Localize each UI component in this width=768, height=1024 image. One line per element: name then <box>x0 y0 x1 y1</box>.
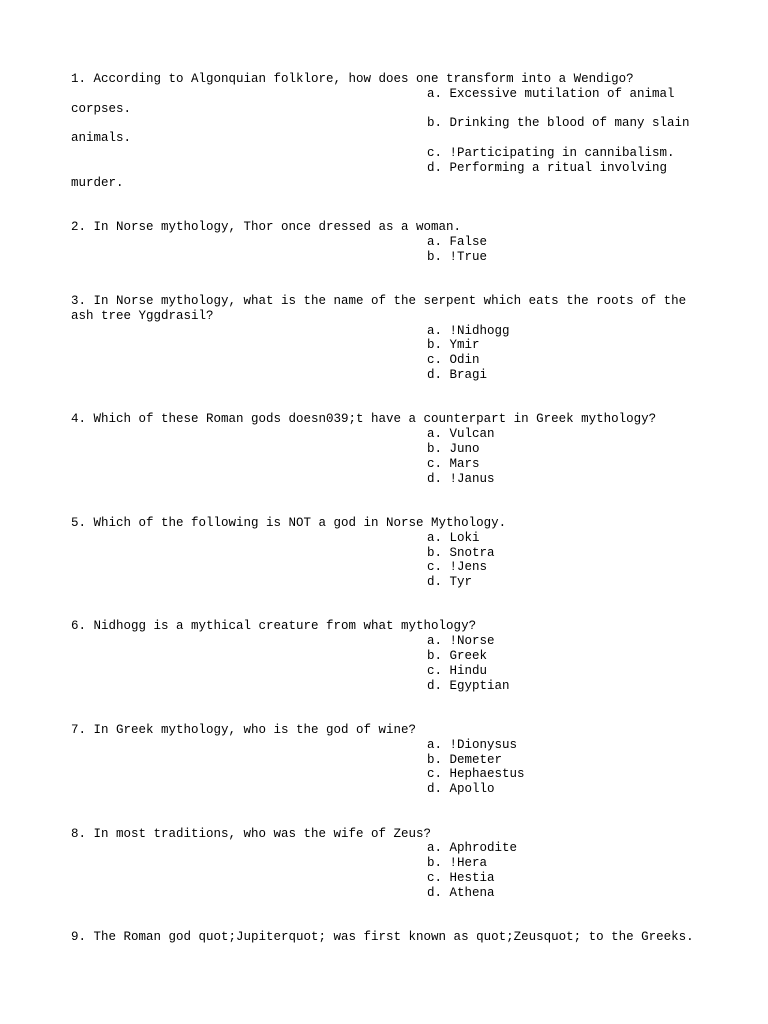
answer-option: a. Vulcan <box>427 427 495 442</box>
answer-option: c. Hephaestus <box>427 767 525 782</box>
question-2 <box>71 220 711 264</box>
answer-option: d. Egyptian <box>427 678 510 693</box>
answer-option: a. Excessive mutilation of animal corpses. <box>71 86 683 116</box>
question-7 <box>71 723 711 797</box>
answer-option: b. Greek <box>427 649 488 664</box>
answer-option: b. Drinking the blood of many slain animals. <box>71 116 698 146</box>
answer-options <box>71 738 711 797</box>
answer-option: b. !Hera <box>427 856 488 871</box>
question-text: 2. In Norse mythology, Thor once dressed as a woman. <box>71 219 462 234</box>
answer-option: b. Snotra <box>427 545 495 560</box>
answer-option: a. !Nidhogg <box>427 323 510 338</box>
answer-option: b. Demeter <box>427 752 503 767</box>
answer-options <box>71 427 711 486</box>
answer-option: d. Apollo <box>427 782 495 797</box>
question-9 <box>71 930 711 945</box>
question-text: 7. In Greek mythology, who is the god of wine? <box>71 723 417 738</box>
question-text: 6. Nidhogg is a mythical creature from what mythology? <box>71 619 477 634</box>
question-3 <box>71 294 711 383</box>
question-1 <box>71 72 711 190</box>
answer-options <box>71 841 711 900</box>
question-4 <box>71 412 711 486</box>
answer-option: a. Aphrodite <box>427 841 518 856</box>
answer-option: c. Odin <box>427 353 480 368</box>
answer-option: c. Mars <box>427 456 480 471</box>
question-text: 1. According to Algonquian folklore, how does one transform into a Wendigo? <box>71 72 634 86</box>
answer-option: d. Athena <box>427 885 495 900</box>
answer-option: c. Hindu <box>427 663 488 678</box>
answer-option: a. False <box>427 234 488 249</box>
question-8 <box>71 827 711 901</box>
answer-option: c. !Jens <box>427 560 488 575</box>
question-text: 3. In Norse mythology, what is the name of the serpent which eats the roots of the ash tree Yggdrasil? <box>71 293 694 323</box>
question-text: 4. Which of these Roman gods doesn039;t have a counterpart in Greek mythology? <box>71 412 657 427</box>
answer-option: c. !Participating in cannibalism. <box>427 145 675 160</box>
question-text: 5. Which of the following is NOT a god in Norse Mythology. <box>71 515 507 530</box>
question-text: 9. The Roman god quot;Jupiterquot; was first known as quot;Zeusquot; to the Greeks. <box>71 930 694 945</box>
question-text: 8. In most traditions, who was the wife of Zeus? <box>71 826 432 841</box>
answer-options <box>71 235 711 265</box>
answer-options <box>71 634 711 693</box>
answer-option: b. !True <box>427 249 488 264</box>
answer-option: d. Tyr <box>427 575 473 590</box>
answer-options <box>71 324 711 383</box>
answer-option: a. Loki <box>427 530 480 545</box>
answer-options <box>71 531 711 590</box>
answer-option: a. !Dionysus <box>427 737 518 752</box>
answer-option: b. Juno <box>427 441 480 456</box>
question-6 <box>71 619 711 693</box>
answer-option: d. Performing a ritual involving murder. <box>71 160 675 190</box>
answer-option: c. Hestia <box>427 871 495 886</box>
answer-options <box>71 87 711 191</box>
answer-option: b. Ymir <box>427 338 480 353</box>
answer-option: d. Bragi <box>427 367 488 382</box>
answer-option: a. !Norse <box>427 634 495 649</box>
quiz-document <box>71 72 711 975</box>
answer-option: d. !Janus <box>427 471 495 486</box>
question-5 <box>71 516 711 590</box>
